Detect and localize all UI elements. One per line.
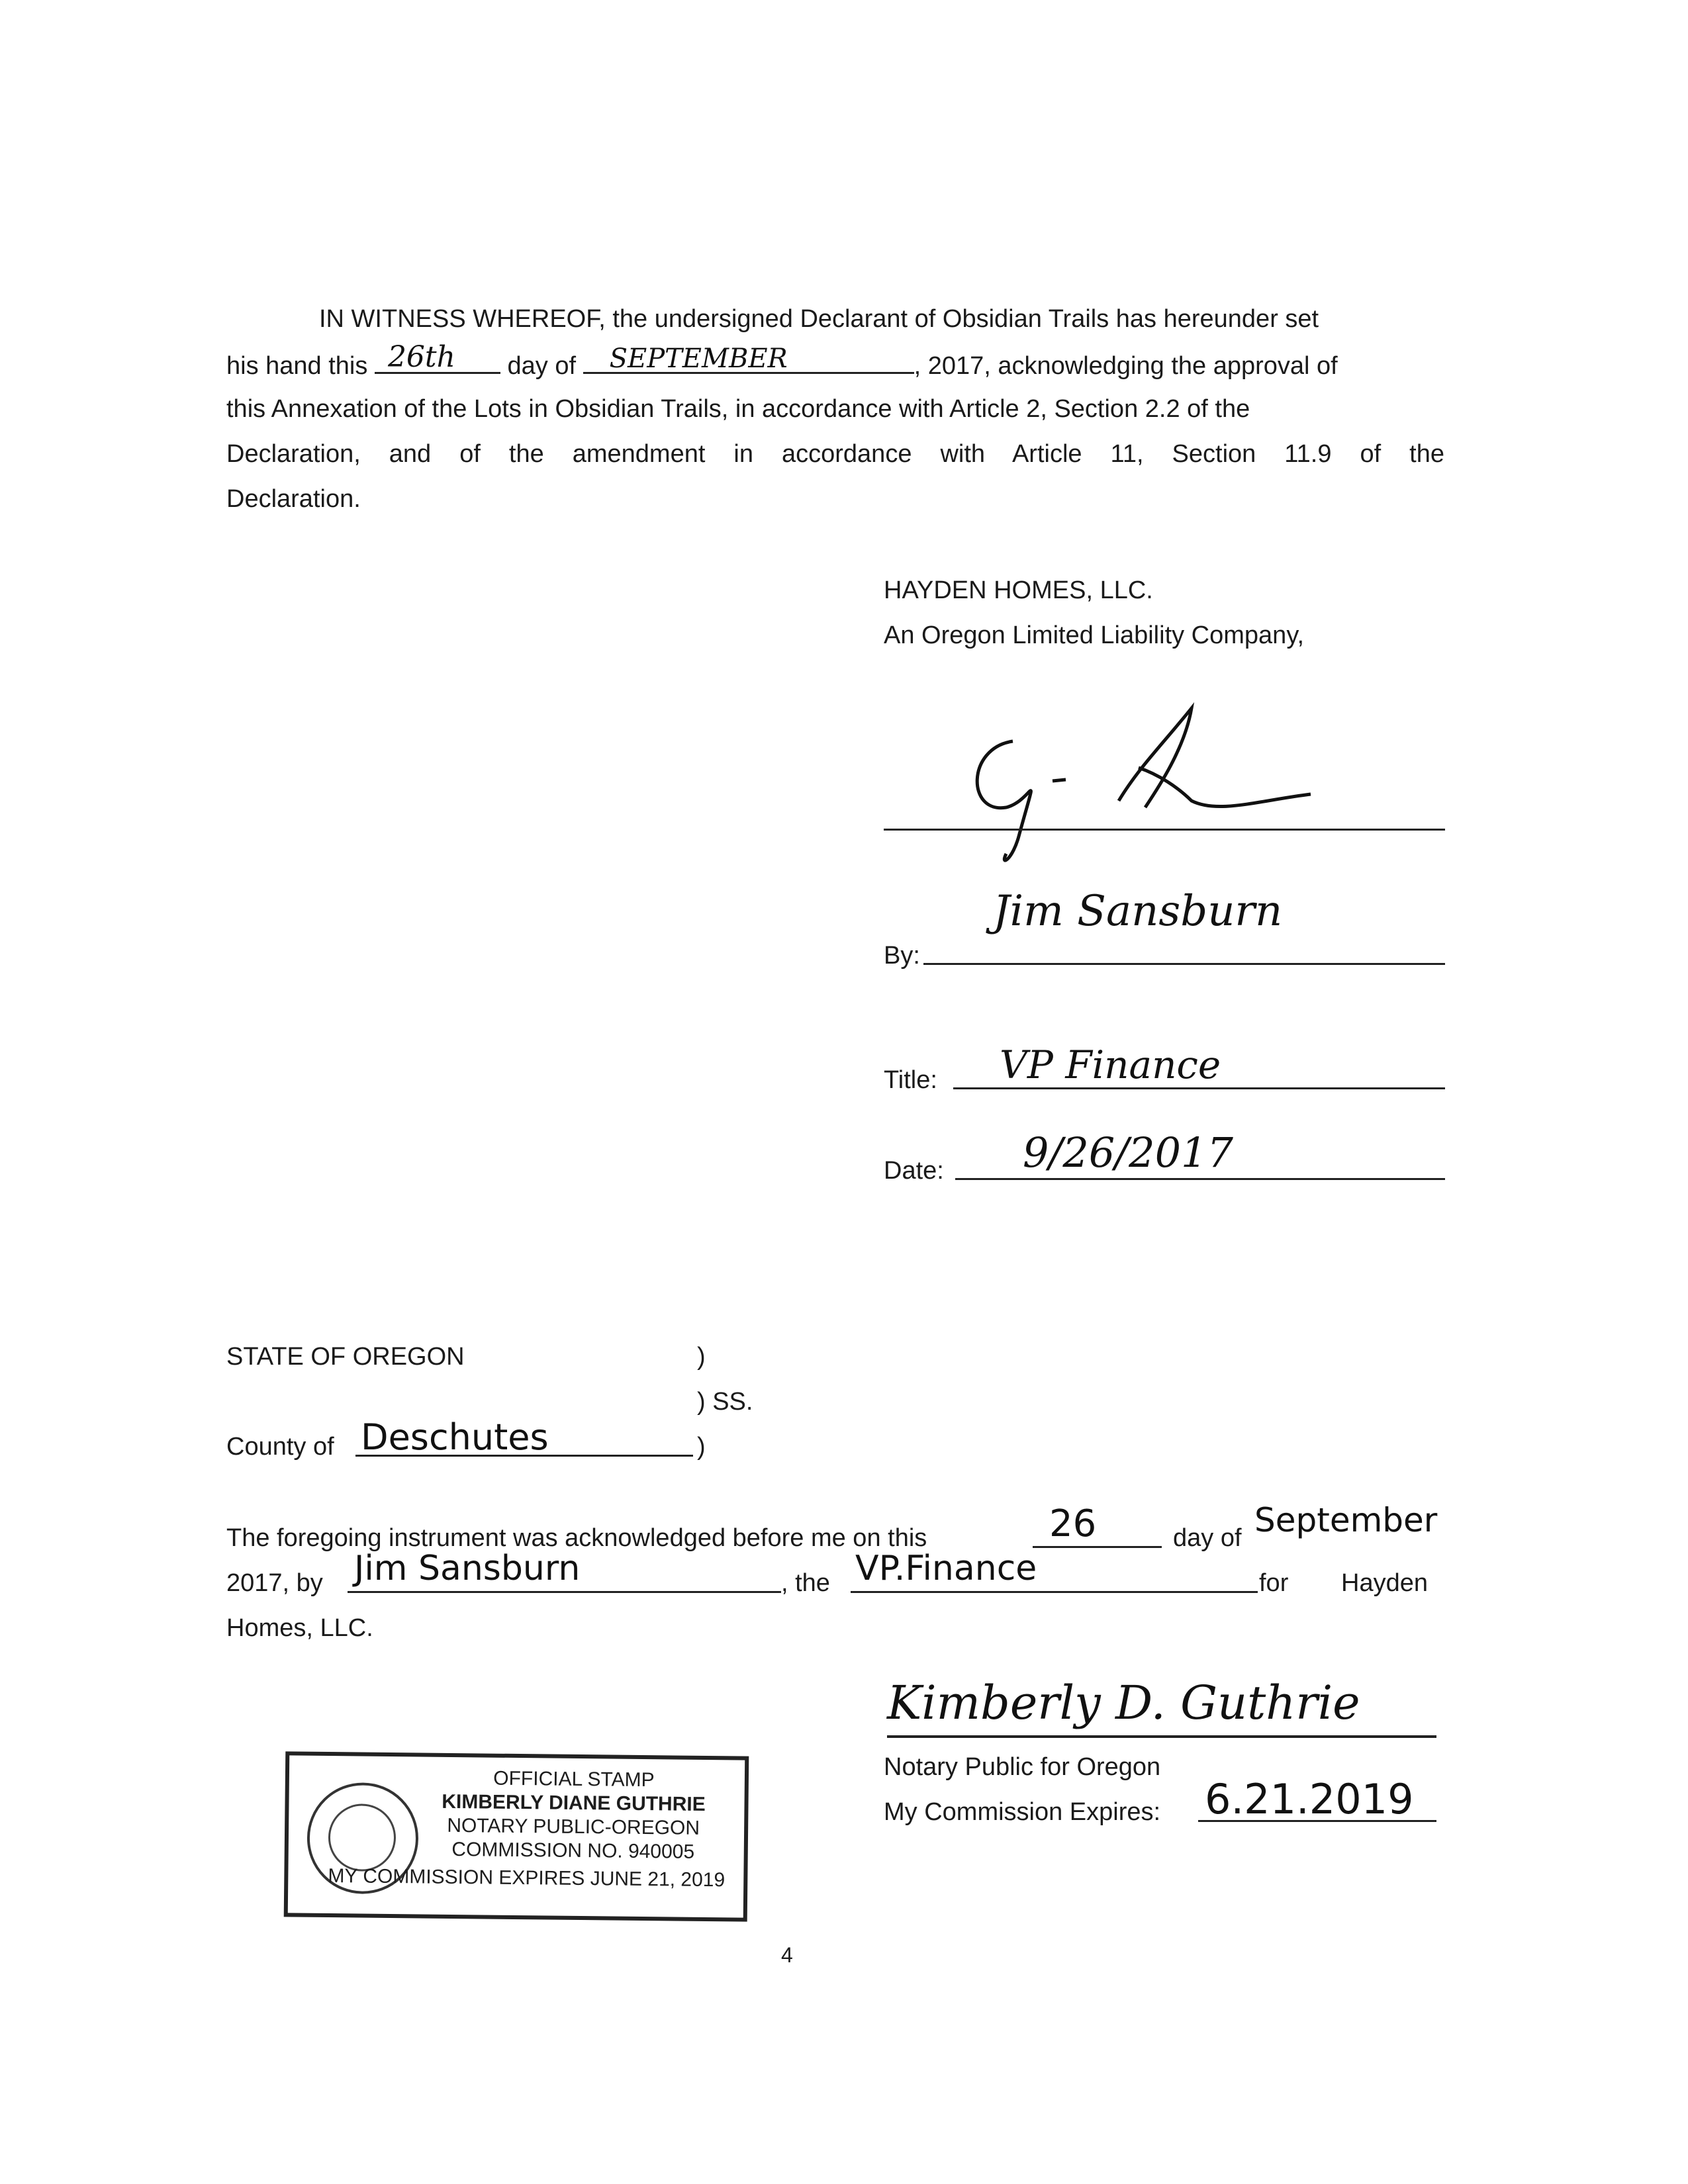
notary-signature-line (887, 1735, 1436, 1738)
witness-line-1: IN WITNESS WHEREOF, the undersigned Declarant of Obsidian Trails has hereunder set (319, 305, 1319, 333)
ack-day-handwritten: 26 (1049, 1502, 1097, 1545)
witness-line-5: Declaration. (226, 485, 361, 513)
notary-role: Notary Public for Oregon (884, 1753, 1161, 1781)
signature-line (884, 829, 1445, 831)
official-stamp (284, 1751, 749, 1921)
by-line (923, 963, 1445, 965)
witness-line-4: Declaration, and of the amendment in accordance with Article 11, Section 11.9 of the (226, 440, 1444, 468)
ack-name-line (348, 1591, 781, 1593)
title-line (953, 1087, 1445, 1089)
state-of-oregon: STATE OF OREGON (226, 1343, 465, 1371)
stamp-line-1: OFFICIAL STAMP (493, 1767, 655, 1792)
ack-line-1: The foregoing instrument was acknowledged before me on this (226, 1524, 927, 1552)
ack-day-of: day of (1173, 1524, 1242, 1552)
witness-month-handwritten: SEPTEMBER (609, 343, 788, 374)
company-signature (940, 702, 1337, 874)
notary-expires-row: My Commission Expires: (884, 1798, 1161, 1826)
venue-ss: ) SS. (697, 1388, 753, 1416)
stamp-line-4: COMMISSION NO. 940005 (451, 1838, 695, 1863)
witness-line-2: his hand this 26th day of SEPTEMBER , 2017, acknowledging the approval of (226, 340, 1338, 380)
venue-paren-1: ) (697, 1343, 706, 1371)
county-handwritten: Deschutes (361, 1416, 549, 1458)
ack-line-3: Homes, LLC. (226, 1614, 373, 1642)
witness-month-blank (583, 341, 914, 374)
notary-expires-handwritten: 6.21.2019 (1205, 1775, 1414, 1823)
stamp-line-2: KIMBERLY DIANE GUTHRIE (442, 1790, 706, 1815)
notary-signature: Kimberly D. Guthrie (887, 1676, 1360, 1730)
witness-day-blank (375, 341, 500, 374)
title-row: Title: (884, 1066, 937, 1094)
ack-for: for (1259, 1569, 1289, 1597)
company-description: An Oregon Limited Liability Company, (884, 621, 1305, 649)
stamp-line-3: NOTARY PUBLIC-OREGON (447, 1814, 700, 1839)
date-line (955, 1178, 1445, 1180)
by-row: By: (884, 942, 920, 970)
ack-month-handwritten: September (1254, 1501, 1438, 1539)
stamp-line-5: MY COMMISSION EXPIRES JUNE 21, 2019 (328, 1865, 726, 1891)
ack-line-2: 2017, by (226, 1569, 323, 1597)
ack-name-handwritten: Jim Sansburn (354, 1549, 581, 1588)
ack-title-line (851, 1591, 1258, 1593)
witness-day-handwritten: 26th (387, 340, 455, 374)
by-handwritten: Jim Sansburn (993, 887, 1283, 936)
county-row: County of (226, 1433, 334, 1461)
venue-paren-3: ) (697, 1433, 706, 1461)
page-number: 4 (781, 1943, 793, 1967)
witness-line-3: this Annexation of the Lots in Obsidian Trails, in accordance with Article 2, Section 2.2 of the (226, 395, 1250, 423)
ack-the: , the (781, 1569, 830, 1597)
company-name: HAYDEN HOMES, LLC. (884, 576, 1153, 604)
ack-day-line (1033, 1546, 1162, 1548)
ack-hayden: Hayden (1341, 1569, 1428, 1597)
title-handwritten: VP Finance (1000, 1042, 1221, 1087)
ack-title-handwritten: VP.Finance (855, 1549, 1037, 1588)
signature-scribble (940, 702, 1337, 874)
date-row: Date: (884, 1157, 944, 1185)
date-handwritten: 9/26/2017 (1023, 1128, 1233, 1177)
